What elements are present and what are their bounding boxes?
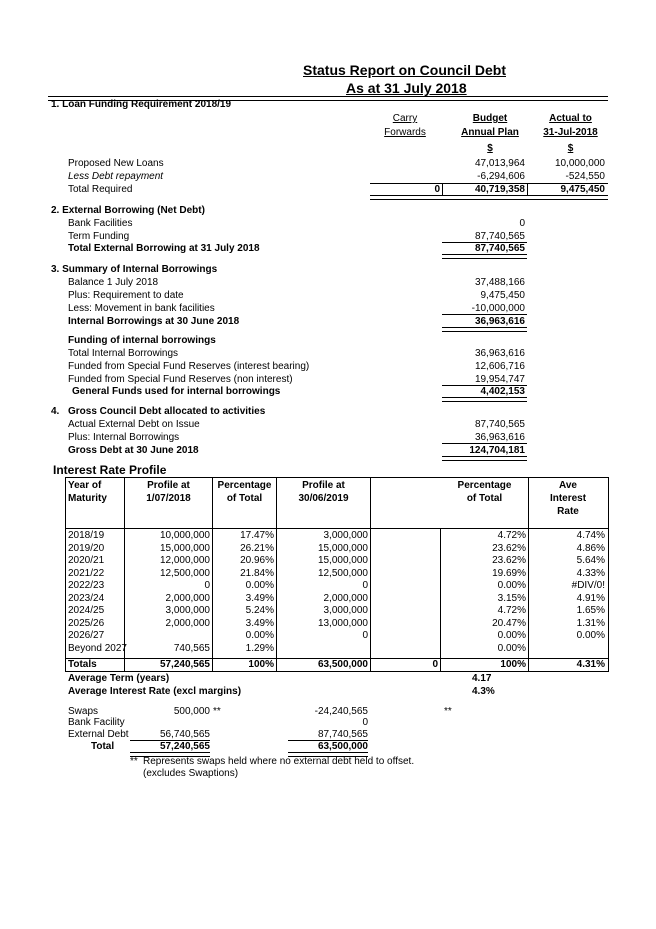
irp-header-rule [65, 528, 608, 529]
funding-row-label: Total Internal Borrowings [68, 348, 179, 359]
s4-row-value: 36,963,616 [474, 432, 525, 443]
funding-row-value: 12,606,716 [474, 361, 525, 372]
s4-row-value: 87,740,565 [474, 419, 525, 430]
col-actual-header-2: 31-Jul-2018 [543, 127, 598, 138]
note-line-1: Represents swaps held where no external debt held to offset. [143, 756, 415, 767]
avg-rate-value: 4.3% [472, 686, 495, 697]
irp-cell-pct1: 17.47% [240, 530, 274, 541]
s2-row-value: 87,740,565 [474, 231, 525, 242]
irp-cell-pct1: 5.24% [245, 605, 274, 616]
irp-header-year-2: Maturity [68, 493, 107, 504]
section-3-heading: 3. Summary of Internal Borrowings [51, 264, 218, 275]
irp-cell-p1: 3,000,000 [165, 605, 210, 616]
irp-cell-ave: 5.64% [576, 555, 605, 566]
page-subtitle: As at 31 July 2018 [346, 80, 467, 96]
irp-cell-year: 2018/19 [68, 530, 105, 541]
s1-total-label: Total Required [68, 184, 133, 195]
irp-col-divider [440, 528, 441, 672]
irp-cell-p1: 12,000,000 [159, 555, 210, 566]
irp-cell-ave: 4.33% [576, 568, 605, 579]
irp-cell-p2: 2,000,000 [323, 593, 368, 604]
s4-row-label: Plus: Internal Borrowings [68, 432, 180, 443]
irp-header-pct1: Percentage [217, 480, 272, 491]
funding-row-value: 36,963,616 [474, 348, 525, 359]
irp-cell-pct2: 19.69% [492, 568, 526, 579]
s1-total-carry: 0 [434, 184, 440, 195]
irp-cell-pct2: 0.00% [497, 580, 526, 591]
external-debt-label: External Debt [68, 729, 129, 740]
swaps-p1: 500,000 [173, 706, 210, 717]
swaps-mark-2: ** [444, 706, 452, 717]
bank-facility-p2: 0 [362, 717, 368, 728]
note-mark: ** [130, 756, 138, 767]
irp-cell-pct1: 3.49% [245, 618, 274, 629]
irp-cell-pct1: 0.00% [245, 630, 274, 641]
irp-cell-pct2: 0.00% [497, 643, 526, 654]
s1-total-double-rule [370, 195, 608, 200]
s3-total-rule [442, 314, 527, 315]
budget-dollar: $ [487, 143, 493, 154]
irp-cell-ave: 4.91% [576, 593, 605, 604]
s3-total-value: 36,963,616 [474, 316, 525, 327]
irp-cell-pct2: 100% [500, 659, 526, 670]
irp-header-pct2-2: of Total [466, 493, 503, 504]
irp-cell-p1: 10,000,000 [159, 530, 210, 541]
page-title: Status Report on Council Debt [303, 62, 506, 78]
lower-total-p2: 63,500,000 [317, 741, 368, 752]
funding-row-value: 19,954,747 [474, 374, 525, 385]
irp-cell-pct1: 26.21% [240, 543, 274, 554]
irp-cell-ave: 4.31% [576, 659, 605, 670]
swaps-label: Swaps [68, 706, 99, 717]
external-debt-p1: 56,740,565 [159, 729, 210, 740]
col-carry-header-2: Forwards [384, 127, 426, 138]
irp-cell-pct2: 20.47% [492, 618, 526, 629]
funding-total-label: General Funds used for internal borrowings [72, 386, 281, 397]
s2-row-label: Term Funding [68, 231, 130, 242]
irp-cell-x: 0 [432, 659, 438, 670]
s3-row-value: 9,475,450 [480, 290, 525, 301]
irp-header-ave-2: Interest [549, 493, 587, 504]
s1-row-actual: 10,000,000 [554, 158, 605, 169]
s2-total-value: 87,740,565 [474, 243, 525, 254]
funding-heading: Funding of internal borrowings [68, 335, 216, 346]
irp-header-p1: Profile at [147, 480, 190, 491]
s2-row-value: 0 [519, 218, 525, 229]
s3-total-label: Internal Borrowings at 30 June 2018 [68, 316, 240, 327]
irp-cell-p2: 0 [362, 630, 368, 641]
irp-cell-year: 2021/22 [68, 568, 105, 579]
irp-cell-year: 2019/20 [68, 543, 105, 554]
s1-total-budget: 40,719,358 [474, 184, 525, 195]
irp-cell-pct1: 20.96% [240, 555, 274, 566]
col-budget-header: Budget [472, 113, 508, 124]
irp-cell-p1: 15,000,000 [159, 543, 210, 554]
irp-cell-p1: 2,000,000 [165, 593, 210, 604]
col-budget-header-2: Annual Plan [461, 127, 519, 138]
irp-cell-p2: 15,000,000 [317, 543, 368, 554]
irp-cell-pct1: 0.00% [245, 580, 274, 591]
s4-total-label: Gross Debt at 30 June 2018 [68, 445, 199, 456]
s3-row-label: Less: Movement in bank facilities [68, 303, 215, 314]
lower-total-p1: 57,240,565 [159, 741, 210, 752]
irp-col-divider [212, 477, 213, 672]
irp-cell-ave: 4.74% [576, 530, 605, 541]
s2-row-label: Bank Facilities [68, 218, 133, 229]
irp-cell-pct2: 0.00% [497, 630, 526, 641]
irp-header-p2-2: 30/06/2019 [298, 493, 349, 504]
irp-col-divider [276, 477, 277, 672]
irp-cell-p2: 63,500,000 [317, 659, 368, 670]
irp-cell-pct2: 4.72% [497, 605, 526, 616]
external-debt-p2: 87,740,565 [317, 729, 368, 740]
irp-header-pct2: Percentage [457, 480, 512, 491]
avg-term-label: Average Term (years) [68, 673, 170, 684]
s4-row-label: Actual External Debt on Issue [68, 419, 200, 430]
irp-cell-ave: 1.65% [576, 605, 605, 616]
irp-cell-year: 2020/21 [68, 555, 105, 566]
s4-total-double-rule [442, 456, 527, 461]
s1-row-budget: -6,294,606 [477, 171, 525, 182]
irp-header-ave-3: Rate [557, 506, 579, 517]
irp-cell-p2: 0 [362, 580, 368, 591]
swaps-p2: -24,240,565 [314, 706, 368, 717]
irp-cell-p2: 3,000,000 [323, 605, 368, 616]
actual-dollar: $ [567, 143, 574, 154]
swaps-mark-1: ** [213, 706, 221, 717]
irp-header-pct1-2: of Total [226, 493, 263, 504]
s3-row-value: 37,488,166 [474, 277, 525, 288]
s1-row-label: Less Debt repayment [68, 171, 164, 182]
irp-cell-p2: 3,000,000 [323, 530, 368, 541]
lower-total-label: Total [91, 741, 115, 752]
irp-cell-year: 2023/24 [68, 593, 105, 604]
s3-row-value: -10,000,000 [471, 303, 525, 314]
s2-total-label: Total External Borrowing at 31 July 2018 [68, 243, 260, 254]
irp-cell-pct2: 3.15% [497, 593, 526, 604]
irp-cell-ave: 4.86% [576, 543, 605, 554]
irp-cell-p1: 0 [204, 580, 210, 591]
section-4-number: 4. [51, 406, 60, 417]
irp-cell-year: 2025/26 [68, 618, 105, 629]
s1-row-budget: 47,013,964 [474, 158, 525, 169]
irp-cell-pct1: 3.49% [245, 593, 274, 604]
s4-total-rule [442, 443, 527, 444]
note-line-2: (excludes Swaptions) [143, 768, 239, 779]
funding-row-label: Funded from Special Fund Reserves (interest bearing) [68, 361, 310, 372]
s4-total-value: 124,704,181 [469, 445, 525, 456]
irp-cell-p1: 2,000,000 [165, 618, 210, 629]
bank-facility-label: Bank Facility [68, 717, 125, 728]
irp-cell-year: Totals [68, 659, 97, 670]
col-carry-header: Carry [392, 113, 418, 124]
irp-col-divider [370, 477, 371, 672]
s2-total-double-rule [442, 254, 527, 259]
irp-header-p2: Profile at [302, 480, 345, 491]
irp-cell-pct2: 4.72% [497, 530, 526, 541]
funding-total-double-rule [442, 397, 527, 402]
irp-cell-p1: 57,240,565 [159, 659, 210, 670]
irp-cell-p1: 740,565 [173, 643, 210, 654]
irp-cell-p1: 12,500,000 [159, 568, 210, 579]
irp-heading: Interest Rate Profile [53, 463, 167, 477]
s3-row-label: Balance 1 July 2018 [68, 277, 159, 288]
irp-cell-year: 2024/25 [68, 605, 105, 616]
irp-header-ave: Ave [559, 480, 577, 491]
irp-cell-pct1: 100% [248, 659, 274, 670]
irp-cell-pct1: 1.29% [245, 643, 274, 654]
irp-cell-year: 2026/27 [68, 630, 105, 641]
irp-cell-year: Beyond 2027 [68, 643, 127, 654]
irp-cell-pct2: 23.62% [492, 543, 526, 554]
avg-term-value: 4.17 [472, 673, 492, 684]
s1-row-label: Proposed New Loans [68, 158, 164, 169]
s1-total-actual: 9,475,450 [560, 184, 605, 195]
s3-total-double-rule [442, 327, 527, 332]
irp-cell-p2: 13,000,000 [317, 618, 368, 629]
s1-row-actual: -524,550 [565, 171, 605, 182]
funding-total-value: 4,402,153 [480, 386, 525, 397]
section-1-heading: 1. Loan Funding Requirement 2018/19 [51, 99, 232, 110]
irp-cell-year: 2022/23 [68, 580, 105, 591]
irp-cell-pct1: 21.84% [240, 568, 274, 579]
irp-cell-p2: 12,500,000 [317, 568, 368, 579]
avg-rate-label: Average Interest Rate (excl margins) [68, 686, 242, 697]
s3-row-label: Plus: Requirement to date [68, 290, 184, 301]
irp-header-p1-2: 1/07/2018 [146, 493, 191, 504]
irp-cell-ave: 0.00% [576, 630, 605, 641]
irp-cell-p2: 15,000,000 [317, 555, 368, 566]
irp-cell-pct2: 23.62% [492, 555, 526, 566]
irp-cell-ave: 1.31% [576, 618, 605, 629]
section-4-heading: Gross Council Debt allocated to activities [68, 406, 266, 417]
col-actual-header: Actual to [549, 113, 592, 124]
funding-row-label: Funded from Special Fund Reserves (non interest) [68, 374, 293, 385]
irp-cell-ave: #DIV/0! [571, 580, 605, 591]
section-2-heading: 2. External Borrowing (Net Debt) [51, 205, 205, 216]
irp-header-year: Year of [68, 480, 102, 491]
